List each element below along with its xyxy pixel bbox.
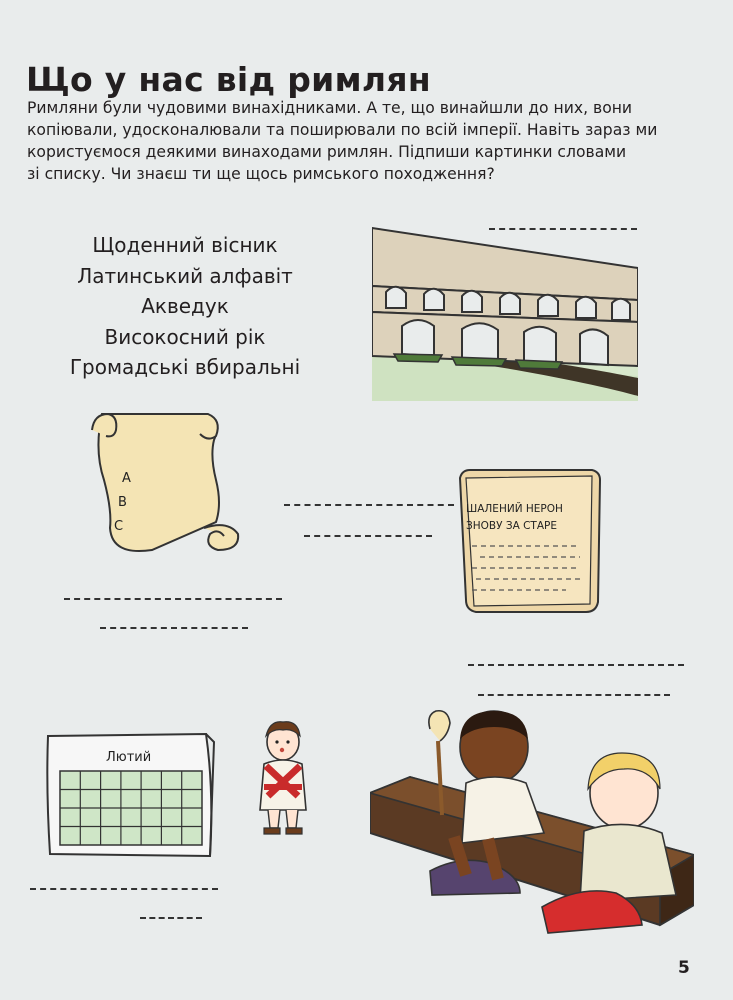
newspaper-headline: ШАЛЕНИЙ НЕРОН xyxy=(466,503,563,515)
word-list-item: Високосний рік xyxy=(104,324,266,349)
latrine-illustration xyxy=(370,705,694,945)
answer-line[interactable] xyxy=(304,535,432,537)
answer-line[interactable] xyxy=(284,504,454,506)
answer-line[interactable] xyxy=(140,917,202,919)
intro-text xyxy=(27,97,657,185)
page-number: 5 xyxy=(678,958,690,978)
intro-line: користуємося деякими винаходами римлян. Підпиши картинки словами xyxy=(27,143,627,161)
scroll-letter: B xyxy=(118,495,127,510)
scroll-illustration xyxy=(88,410,244,558)
word-list-item: Акведук xyxy=(141,294,229,318)
aqueduct-illustration xyxy=(372,226,638,401)
intro-line: Римляни були чудовими винахідниками. А те, що винайшли до них, вони xyxy=(27,99,633,117)
page-title: Що у нас від римлян xyxy=(26,60,431,99)
newspaper-headline: ЗНОВУ ЗА СТАРЕ xyxy=(466,520,557,532)
calendar-month-label: Лютий xyxy=(106,750,152,765)
word-list-item: Латинський алфавіт xyxy=(77,263,293,288)
word-list-item: Щоденний вісник xyxy=(92,233,278,257)
scroll-letter: C xyxy=(114,519,124,534)
answer-line[interactable] xyxy=(64,598,282,600)
answer-line[interactable] xyxy=(468,664,684,666)
word-list-item: Громадські вбиральні xyxy=(69,355,301,379)
roman-figure-illustration xyxy=(252,718,314,838)
answer-line[interactable] xyxy=(489,228,637,230)
word-list xyxy=(40,230,330,383)
intro-line: зі списку. Чи знаєш ти ще щось римського походження? xyxy=(27,165,495,183)
calendar-illustration xyxy=(46,730,216,858)
answer-line[interactable] xyxy=(30,888,218,890)
scroll-letter: A xyxy=(122,471,131,486)
answer-line[interactable] xyxy=(478,694,670,696)
newspaper-illustration xyxy=(456,466,606,616)
answer-line[interactable] xyxy=(100,627,248,629)
intro-line: копіювали, удосконалювали та поширювали по всій імперії. Навіть зараз ми xyxy=(27,121,658,139)
